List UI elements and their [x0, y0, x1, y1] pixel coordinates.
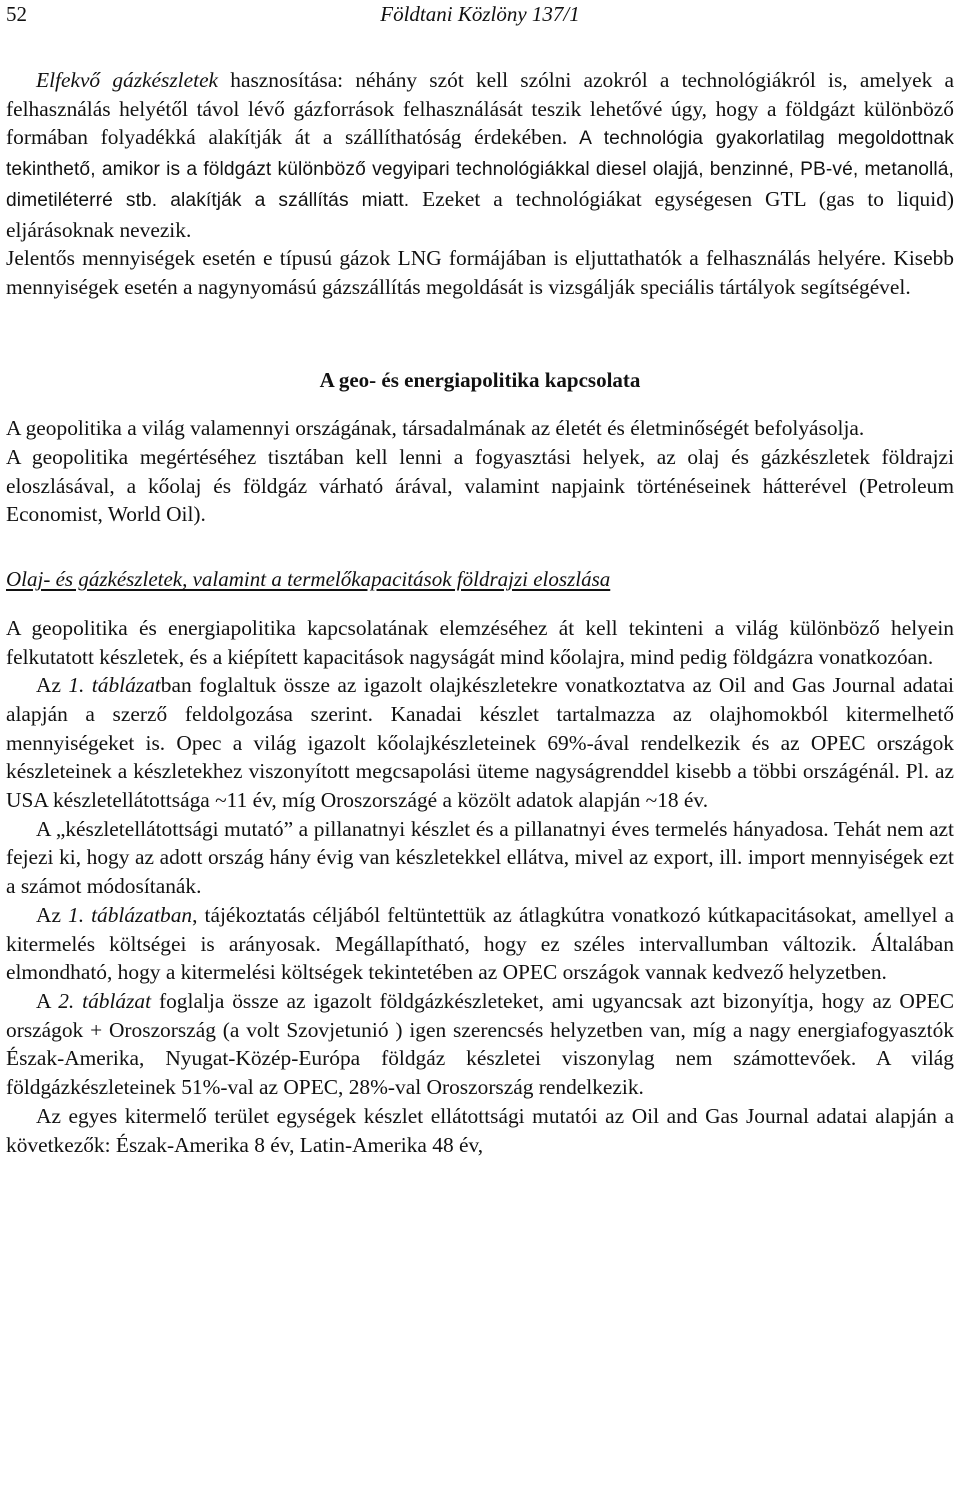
page-header	[6, 2, 954, 32]
text-fragment: foglalja össze az igazolt földgázkészleteket, ami ugyancsak azt bizonyítja, hogy az OPEC országok + Oroszország (a volt Szovjetunió ) igen szerencsés helyzetben van, míg a nagy energiafogyasztók Észak-Amerika, Nyugat-Közép-Európa földgáz készletei viszonylag nem számottevőek. A világ földgázkészleteinek 51%-val az OPEC, 28%-val Oroszország rendelkezik.	[6, 988, 954, 1100]
table-reference-2: 2. táblázat	[58, 988, 152, 1013]
reserves-paragraph-2	[6, 671, 954, 815]
spacer	[6, 529, 954, 565]
text-fragment: Az	[36, 902, 68, 927]
lng-paragraph: Jelentős mennyiségek esetén e típusú gázok LNG formájában is eljuttathatók a felhasználás helyére. Kisebb mennyiségek esetén a nagynyomású gázszállítás megoldását is vizsgálják speciális tártályok segítségével.	[6, 246, 954, 299]
table-reference-1b: 1. táblázatban	[68, 902, 193, 927]
document-page	[6, 0, 954, 1510]
article-body	[6, 66, 954, 1159]
reserves-paragraph-5	[6, 987, 954, 1102]
text-fragment: ban foglaltuk össze az igazolt olajkészletekre vonatkoztatva az Oil and Gas Journal adatai alapján a szerző feldolgozása szerint. Kanadai készlet tartalmazza az olajhomokból kitermelhető mennyiségeket is. Opec a világ igazolt kőolajkészleteinek 69%-ával rendelkezik és az OPEC országok készleteinek a készletekhez viszonyított megcsapolási üteme nagyságrenddel kisebb a többi országénál. Pl. az USA készletellátottsága ~11 év, míg Oroszországé a közölt adatok alapján ~18 év.	[6, 673, 954, 813]
geopolitics-paragraph-2: A geopolitika megértéséhez tisztában kell lenni a fogyasztási helyek, az olaj és gázkészletek földrajzi eloszlásával, a kőolaj és földgáz várható árával, valamint napjaink történéseinek hátterével (Petroleum Economist, World Oil).	[6, 445, 954, 527]
technology-text: A technológia gyakorlatilag megoldottnak tekinthető, amikor is a földgázt különböző vegyipari technológiákkal diesel olajjá, benzinné, PB-vé, metanollá, dimetiléterré stb. alakítják a szállítás miatt.	[6, 128, 954, 211]
reserves-paragraph-3: A „készletellátottsági mutató” a pillanatnyi készlet és a pillanatnyi éves termelés hányadosa. Tehát nem azt fejezi ki, hogy az adott ország hány évig van készletekkel ellátva, mivel az export, ill. import mennyiségek ezt a számot módosítanák.	[6, 816, 954, 899]
text-fragment: , tájékoztatás céljából feltüntettük az átlagkútra vonatkozó kútkapacitásokat, amellyel a kitermelés költségei is arányosak. Megállapítható, hogy ez széles intervallumban változik. Általában elmondható, hogy a kitermelési költségek tekintetében az OPEC országok vannak kedvező helyzetben.	[6, 902, 954, 985]
spacer	[6, 394, 954, 414]
reserves-paragraph-1: A geopolitika és energiapolitika kapcsolatának elemzéséhez át kell tekinteni a világ különböző helyein felkutatott készletek, és a kiépített kapacitások nagyságát mind kőolajra, mind pedig földgázra vonatkozóan.	[6, 615, 954, 669]
intro-paragraph	[6, 66, 954, 244]
spacer	[6, 594, 954, 614]
geopolitics-paragraph-1: A geopolitika a világ valamennyi országának, társadalmának az életét és életminőségét befolyásolja.	[6, 416, 865, 441]
journal-title: Földtani Közlöny 137/1	[380, 2, 580, 26]
text-fragment: A	[36, 988, 59, 1013]
lead-term: Elfekvő gázkészletek	[36, 68, 219, 92]
reserves-paragraph-4	[6, 901, 954, 987]
text-fragment: Az	[36, 673, 69, 698]
page-number: 52	[6, 2, 27, 26]
spacer	[6, 302, 954, 366]
table-reference-1: 1. táblázat	[68, 673, 161, 698]
lead-rest: hasznosítása: néhány szót kell szólni azokról a technológiákról is, amelyek a felhasználás helyétől távol lévő gázforrások felhasználását teszik lehetővé úgy, hogy a földgázt különböző formában folyadékká alakítják át a szállíthatóság érdekében.	[6, 68, 954, 150]
section-heading-reserves: Olaj- és gázkészletek, valamint a termelőkapacitások földrajzi eloszlása	[6, 567, 611, 592]
section-heading-geopolitics: A geo- és energiapolitika kapcsolata	[319, 367, 641, 392]
gtl-text: Ezeket a technológiákat egységesen GTL (gas to liquid) eljárásoknak nevezik.	[6, 186, 954, 242]
reserves-paragraph-6: Az egyes kitermelő terület egységek készlet ellátottsági mutatói az Oil and Gas Journal adatai alapján a következők: Észak-Amerika 8 év, Latin-Amerika 48 év,	[6, 1103, 954, 1157]
